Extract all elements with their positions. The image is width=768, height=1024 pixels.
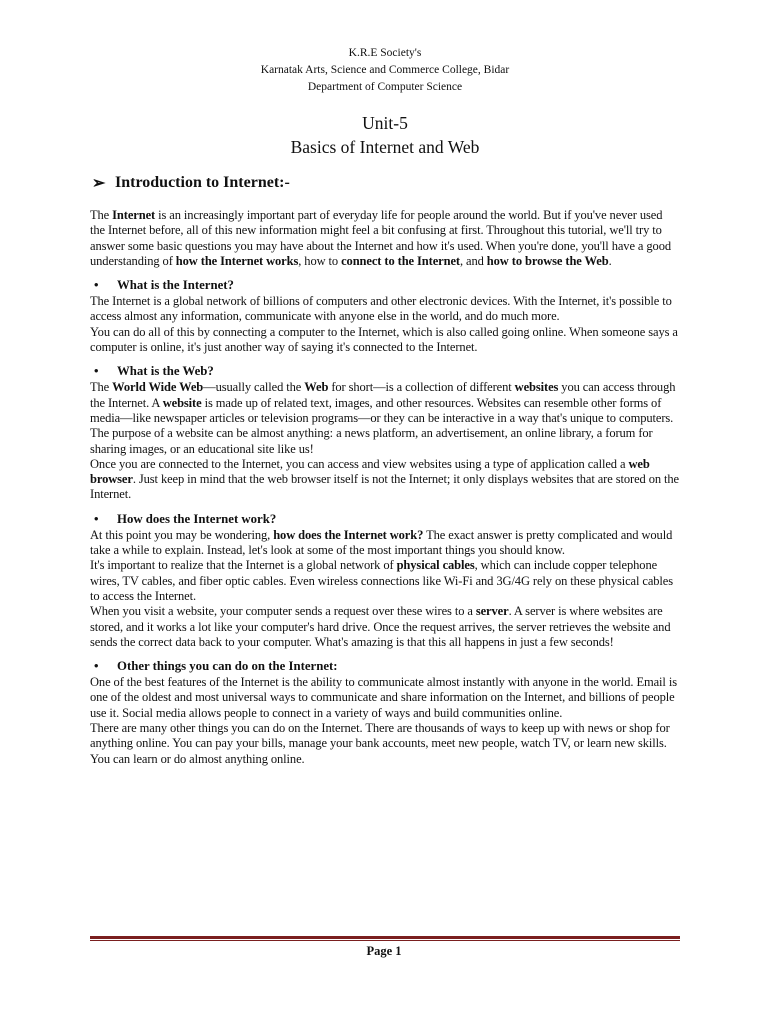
paragraph: The purpose of a website can be almost anything: a news platform, an advertisement, an online library, a forum for sharing images, or an educational site like us! [90, 426, 653, 456]
subheading-text: What is the Internet? [117, 278, 234, 293]
bullet-icon: • [94, 511, 99, 526]
paragraph-text: . Just keep in mind that the web browser itself is not the Internet; it only displays websites that are stored on the Internet. [90, 472, 679, 502]
paragraph-text: It's important to realize that the Internet is a global network of [90, 558, 397, 573]
subheading-what-is-internet [90, 278, 680, 293]
paragraph-text: is made up of related text, images, and other resources. Websites can resemble other forms of media—like newspaper articles or television programs—or they can be interactive in a way that's unique to computers. [90, 395, 674, 425]
intro-bold: Internet [112, 208, 156, 222]
intro-bold: how to browse the Web [486, 253, 609, 268]
paragraph-bold: web browser [90, 456, 650, 487]
paragraph-text: , which can include copper telephone wires, TV cables, and fiber optic cables. Even wireless connections like Wi-Fi and 3G/4G rely on these physical cables to access the Internet. [90, 558, 674, 603]
paragraph-bold: how does the Internet work? [273, 527, 424, 542]
paragraph-text: . A server is where websites are stored, and it works a lot like your computer's hard drive. Once the request arrives, the server retrieves the website and sends the correct data back to your computer. What's amazing is that this all happens in just a few seconds! [90, 604, 671, 649]
paragraph: You can do all of this by connecting a computer to the Internet, which is also called going online. When someone says a computer is online, it's just another way of saying it's connected to the Internet. [90, 324, 678, 355]
section-heading [90, 173, 680, 193]
paragraph-bold: websites [514, 380, 559, 395]
paragraph [90, 558, 680, 604]
paragraph-text: you can access through the Internet. A [90, 380, 676, 410]
intro-paragraph [90, 208, 680, 269]
footer-rule-thick [90, 936, 680, 939]
paragraph-text: —usually called the [203, 380, 305, 395]
footer-rule-thin [90, 940, 680, 941]
subheading-text: How does the Internet work? [117, 511, 277, 526]
intro-text: . [608, 253, 612, 268]
society-name: K.R.E Society's [348, 47, 422, 59]
unit-subject: Basics of Internet and Web [290, 137, 480, 157]
intro-text: , how to [298, 253, 342, 268]
footer-divider [90, 936, 680, 941]
subheading-how-internet-works [90, 512, 680, 527]
intro-bold: how the Internet works [175, 253, 299, 268]
paragraph [90, 457, 680, 503]
unit-title-block [90, 111, 680, 159]
arrow-bullet-icon: ➢ [92, 175, 106, 192]
paragraph: There are many other things you can do on the Internet. There are thousands of ways to keep up with news or shop for anything online. You can pay your bills, manage your bank accounts, meet new people, watch TV, or learn new skills. You can learn or do almost anything online. [90, 721, 670, 766]
document-page [90, 40, 680, 767]
paragraph [90, 528, 680, 559]
intro-text: The [90, 208, 113, 222]
subheading-text: Other things you can do on the Internet: [117, 659, 338, 674]
section-heading-text: Introduction to Internet:- [115, 174, 290, 191]
bullet-icon: • [94, 278, 99, 293]
paragraph-bold: World Wide Web [112, 380, 204, 395]
paragraph [90, 380, 680, 426]
paragraph-text: At this point you may be wondering, [90, 527, 274, 542]
intro-bold: connect to the Internet [341, 253, 460, 268]
paragraph: One of the best features of the Internet is the ability to communicate almost instantly with anyone in the world. Email is one of the oldest and most universal ways to communicate and share information on the Internet, and billions of people use it. Social media allows people to connect in a variety of ways and build communities online. [90, 675, 677, 720]
paragraph-text: Once you are connected to the Internet, you can access and view websites using a type of application called a [90, 456, 629, 471]
subheading-other-things [90, 659, 680, 674]
unit-number: Unit-5 [362, 113, 408, 133]
intro-text: is an increasingly important part of everyday life for people around the world. But if you've never used the Internet before, all of this new information might feel a bit confusing at first. Throughout this tutorial, we'll try to answer some basic questions you may have about the Internet and how it's used. When you're done, you'll have a good understanding of [90, 208, 671, 268]
department-name: Department of Computer Science [307, 81, 463, 93]
subheading-what-is-web [90, 364, 680, 379]
paragraph [90, 604, 680, 650]
paragraph-text: When you visit a website, your computer sends a request over these wires to a [90, 604, 476, 619]
paragraph-bold: server [475, 604, 509, 619]
paragraph-text: for short—is a collection of different [328, 380, 515, 395]
page-number: Page 1 [366, 944, 402, 958]
college-name: Karnatak Arts, Science and Commerce College, Bidar [260, 64, 510, 76]
paragraph-text: The [90, 380, 113, 395]
intro-text: , and [459, 253, 487, 268]
bullet-icon: • [94, 659, 99, 674]
paragraph-bold: physical cables [396, 558, 475, 573]
paragraph-text: The exact answer is pretty complicated and would take a while to explain. Instead, let's look at some of the most important things you should know. [90, 527, 673, 558]
paragraph: The Internet is a global network of billions of computers and other electronic devices. With the Internet, it's possible to access almost any information, communicate with anyone else in the world, and do much more. [90, 294, 672, 324]
paragraph-bold: Web [304, 380, 329, 395]
bullet-icon: • [94, 364, 99, 379]
document-header [90, 45, 680, 96]
paragraph-bold: website [162, 395, 202, 410]
subheading-text: What is the Web? [117, 364, 214, 379]
